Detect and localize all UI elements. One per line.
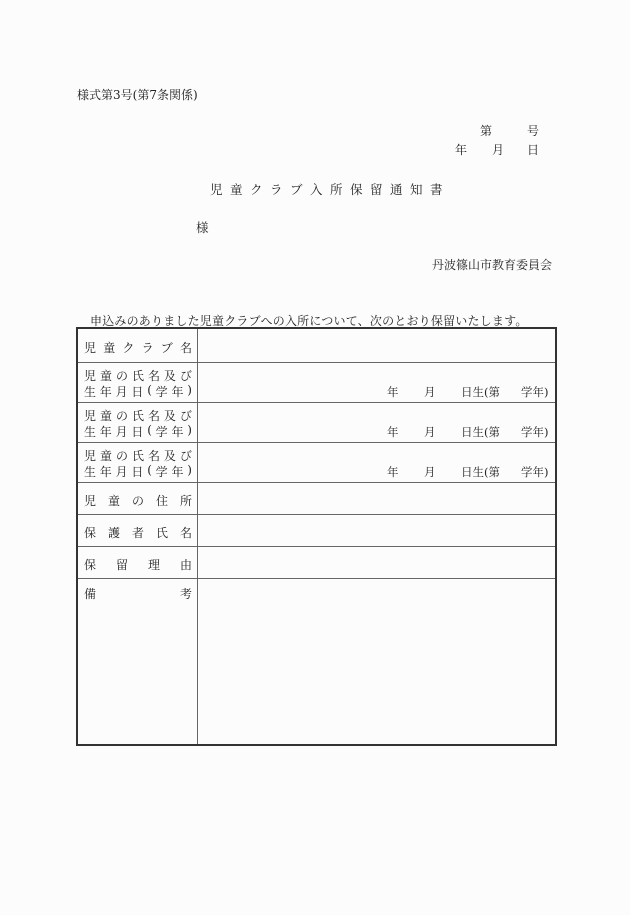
label-char: 年 bbox=[99, 425, 112, 439]
label-hold-reason bbox=[78, 547, 198, 578]
label-char: 年 bbox=[171, 465, 184, 479]
birth-year: 年 bbox=[387, 425, 399, 439]
label-char: 住 bbox=[155, 494, 168, 508]
row-child-1 bbox=[78, 363, 555, 403]
row-reason bbox=[78, 547, 555, 579]
birth-month: 月 bbox=[424, 465, 436, 479]
intro-text: 申込みのありました児童クラブへの入所について、次のとおり保留いたします。 bbox=[90, 314, 528, 328]
label-char: ) bbox=[187, 423, 192, 437]
label-char: 学 bbox=[155, 425, 168, 439]
birth-year: 年 bbox=[387, 385, 399, 399]
birth-day-grade-prefix: 日生(第 bbox=[461, 425, 500, 439]
label-char: 児 bbox=[84, 409, 97, 423]
label-char: 児 bbox=[84, 449, 97, 463]
birth-month: 月 bbox=[424, 385, 436, 399]
birth-day-grade-prefix: 日生(第 bbox=[461, 385, 500, 399]
label-guardian-name bbox=[78, 515, 198, 546]
label-char: 保 bbox=[84, 526, 97, 540]
label-char: 生 bbox=[84, 425, 97, 439]
label-child-address bbox=[78, 483, 198, 514]
grade-suffix: 学年) bbox=[521, 385, 549, 399]
label-char: の bbox=[115, 449, 128, 463]
label-char: 及 bbox=[163, 449, 176, 463]
label-char: ) bbox=[187, 383, 192, 397]
label-char: の bbox=[131, 494, 144, 508]
value-guardian[interactable] bbox=[199, 515, 555, 546]
label-char: 名 bbox=[179, 341, 192, 355]
label-char: ク bbox=[122, 341, 135, 355]
issuer: 丹波篠山市教育委員会 bbox=[432, 258, 553, 272]
label-remarks bbox=[78, 579, 198, 744]
value-child-1[interactable] bbox=[199, 363, 555, 402]
label-char: 学 bbox=[155, 465, 168, 479]
label-char: 童 bbox=[107, 494, 120, 508]
label-char: 月 bbox=[115, 425, 128, 439]
label-char: 由 bbox=[179, 558, 192, 572]
label-club-name bbox=[78, 329, 198, 362]
label-char: 及 bbox=[163, 369, 176, 383]
label-char: 年 bbox=[99, 465, 112, 479]
label-char: 氏 bbox=[131, 369, 144, 383]
label-char: 児 bbox=[84, 369, 97, 383]
row-address bbox=[78, 483, 555, 515]
label-char: 理 bbox=[147, 558, 160, 572]
label-char: 童 bbox=[103, 341, 116, 355]
label-char: 童 bbox=[99, 369, 112, 383]
label-char: 学 bbox=[155, 385, 168, 399]
label-char: 日 bbox=[131, 465, 144, 479]
label-char: 備 bbox=[84, 587, 97, 601]
date-year: 年 bbox=[455, 143, 468, 157]
value-child-3[interactable] bbox=[199, 443, 555, 482]
label-char: 月 bbox=[115, 385, 128, 399]
notice-table bbox=[76, 327, 557, 746]
birth-day-grade-prefix: 日生(第 bbox=[461, 465, 500, 479]
label-char: ( bbox=[147, 423, 152, 437]
date-month: 月 bbox=[492, 143, 505, 157]
label-char: 童 bbox=[99, 449, 112, 463]
label-char: ラ bbox=[141, 341, 154, 355]
label-char: ( bbox=[147, 383, 152, 397]
label-char: ) bbox=[187, 463, 192, 477]
label-char: の bbox=[115, 369, 128, 383]
label-char: び bbox=[179, 409, 192, 423]
label-char: ( bbox=[147, 463, 152, 477]
label-char: 保 bbox=[84, 558, 97, 572]
label-char: 児 bbox=[84, 494, 97, 508]
grade-suffix: 学年) bbox=[521, 465, 549, 479]
label-char: 童 bbox=[99, 409, 112, 423]
date-day: 日 bbox=[527, 143, 540, 157]
label-char: 年 bbox=[171, 425, 184, 439]
label-char: 月 bbox=[115, 465, 128, 479]
number-go: 号 bbox=[527, 124, 540, 138]
label-char: 及 bbox=[163, 409, 176, 423]
value-reason[interactable] bbox=[199, 547, 555, 578]
label-char: び bbox=[179, 449, 192, 463]
label-char: 年 bbox=[171, 385, 184, 399]
value-remarks[interactable] bbox=[199, 579, 555, 744]
label-char: 留 bbox=[115, 558, 128, 572]
addressee-suffix: 様 bbox=[196, 220, 209, 235]
value-address[interactable] bbox=[199, 483, 555, 514]
label-child-name-birthdate bbox=[78, 363, 198, 402]
row-child-3 bbox=[78, 443, 555, 483]
label-char: 日 bbox=[131, 425, 144, 439]
birth-month: 月 bbox=[424, 425, 436, 439]
label-char: 者 bbox=[131, 526, 144, 540]
row-club-name bbox=[78, 329, 555, 363]
label-char: 氏 bbox=[155, 526, 168, 540]
row-child-2 bbox=[78, 403, 555, 443]
label-char: 児 bbox=[84, 341, 97, 355]
document-title: 児童クラブ入所保留通知書 bbox=[210, 182, 451, 197]
label-char: 名 bbox=[147, 449, 160, 463]
label-char: び bbox=[179, 369, 192, 383]
label-child-name-birthdate bbox=[78, 443, 198, 482]
grade-suffix: 学年) bbox=[521, 425, 549, 439]
number-dai: 第 bbox=[480, 124, 493, 138]
label-char: ブ bbox=[160, 341, 173, 355]
label-char: 生 bbox=[84, 385, 97, 399]
label-char: 護 bbox=[107, 526, 120, 540]
label-char: 氏 bbox=[131, 449, 144, 463]
label-char: の bbox=[115, 409, 128, 423]
row-remarks bbox=[78, 579, 555, 744]
label-char: 年 bbox=[99, 385, 112, 399]
label-char: 生 bbox=[84, 465, 97, 479]
label-char: 名 bbox=[147, 369, 160, 383]
label-char: 日 bbox=[131, 385, 144, 399]
birth-year: 年 bbox=[387, 465, 399, 479]
label-char: 所 bbox=[179, 494, 192, 508]
row-guardian bbox=[78, 515, 555, 547]
label-child-name-birthdate bbox=[78, 403, 198, 442]
value-club-name[interactable] bbox=[199, 329, 555, 362]
label-char: 名 bbox=[179, 526, 192, 540]
label-char: 名 bbox=[147, 409, 160, 423]
form-number: 様式第3号(第7条関係) bbox=[77, 88, 198, 102]
label-char: 考 bbox=[179, 587, 192, 601]
value-child-2[interactable] bbox=[199, 403, 555, 442]
label-char: 氏 bbox=[131, 409, 144, 423]
